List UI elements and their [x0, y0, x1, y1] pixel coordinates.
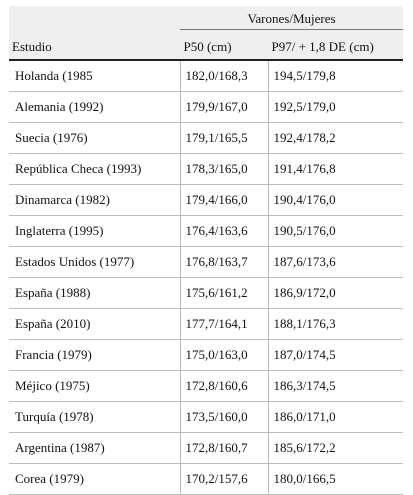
cell-estudio: España (2010) [9, 309, 180, 340]
table-row [9, 433, 403, 464]
table-row [9, 154, 403, 185]
cell-estudio: Holanda (1985 [9, 60, 180, 92]
table-row [9, 60, 403, 92]
cell-p50: 172,8/160,6 [180, 371, 268, 402]
table-row [9, 402, 403, 433]
cell-p97: 187,0/174,5 [268, 340, 403, 371]
cell-p97: 185,6/172,2 [268, 433, 403, 464]
table-row [9, 278, 403, 309]
column-header-estudio: Estudio [9, 30, 180, 61]
cell-estudio: Turquía (1978) [9, 402, 180, 433]
table-body [9, 60, 403, 495]
cell-estudio: Dinamarca (1982) [9, 185, 180, 216]
cell-p97: 186,3/174,5 [268, 371, 403, 402]
cell-estudio: Corea (1979) [9, 464, 180, 495]
cell-p97: 191,4/176,8 [268, 154, 403, 185]
cell-estudio: República Checa (1993) [9, 154, 180, 185]
cell-estudio: Alemania (1992) [9, 92, 180, 123]
cell-p50: 179,4/166,0 [180, 185, 268, 216]
cell-p50: 175,6/161,2 [180, 278, 268, 309]
table-row [9, 216, 403, 247]
cell-estudio: Suecia (1976) [9, 123, 180, 154]
table-row [9, 185, 403, 216]
cell-p50: 182,0/168,3 [180, 60, 268, 92]
cell-p97: 187,6/173,6 [268, 247, 403, 278]
cell-p50: 170,2/157,6 [180, 464, 268, 495]
height-percentile-table [9, 6, 403, 495]
cell-p50: 179,9/167,0 [180, 92, 268, 123]
cell-p50: 172,8/160,7 [180, 433, 268, 464]
cell-p50: 176,8/163,7 [180, 247, 268, 278]
cell-p50: 176,4/163,6 [180, 216, 268, 247]
cell-p50: 178,3/165,0 [180, 154, 268, 185]
group-header-row [9, 6, 403, 30]
cell-estudio: Argentina (1987) [9, 433, 180, 464]
cell-p97: 180,0/166,5 [268, 464, 403, 495]
cell-p50: 175,0/163,0 [180, 340, 268, 371]
column-header-row [9, 30, 403, 61]
cell-estudio: España (1988) [9, 278, 180, 309]
cell-p97: 190,5/176,0 [268, 216, 403, 247]
table-row [9, 464, 403, 495]
column-header-p97: P97/ + 1,8 DE (cm) [268, 30, 403, 61]
cell-p97: 194,5/179,8 [268, 60, 403, 92]
table-row [9, 309, 403, 340]
table-row [9, 340, 403, 371]
column-header-p50: P50 (cm) [180, 30, 268, 61]
table-row [9, 247, 403, 278]
cell-estudio: Francia (1979) [9, 340, 180, 371]
cell-p97: 188,1/176,3 [268, 309, 403, 340]
cell-p50: 179,1/165,5 [180, 123, 268, 154]
cell-p97: 186,9/172,0 [268, 278, 403, 309]
cell-estudio: Méjico (1975) [9, 371, 180, 402]
group-header-sex: Varones/Mujeres [180, 6, 403, 30]
height-table-container [9, 6, 403, 495]
table-row [9, 371, 403, 402]
cell-p97: 190,4/176,0 [268, 185, 403, 216]
cell-p50: 173,5/160,0 [180, 402, 268, 433]
group-header-empty [9, 6, 180, 30]
cell-estudio: Inglaterra (1995) [9, 216, 180, 247]
cell-p97: 192,4/178,2 [268, 123, 403, 154]
table-row [9, 92, 403, 123]
table-row [9, 123, 403, 154]
cell-estudio: Estados Unidos (1977) [9, 247, 180, 278]
cell-p50: 177,7/164,1 [180, 309, 268, 340]
cell-p97: 192,5/179,0 [268, 92, 403, 123]
cell-p97: 186,0/171,0 [268, 402, 403, 433]
